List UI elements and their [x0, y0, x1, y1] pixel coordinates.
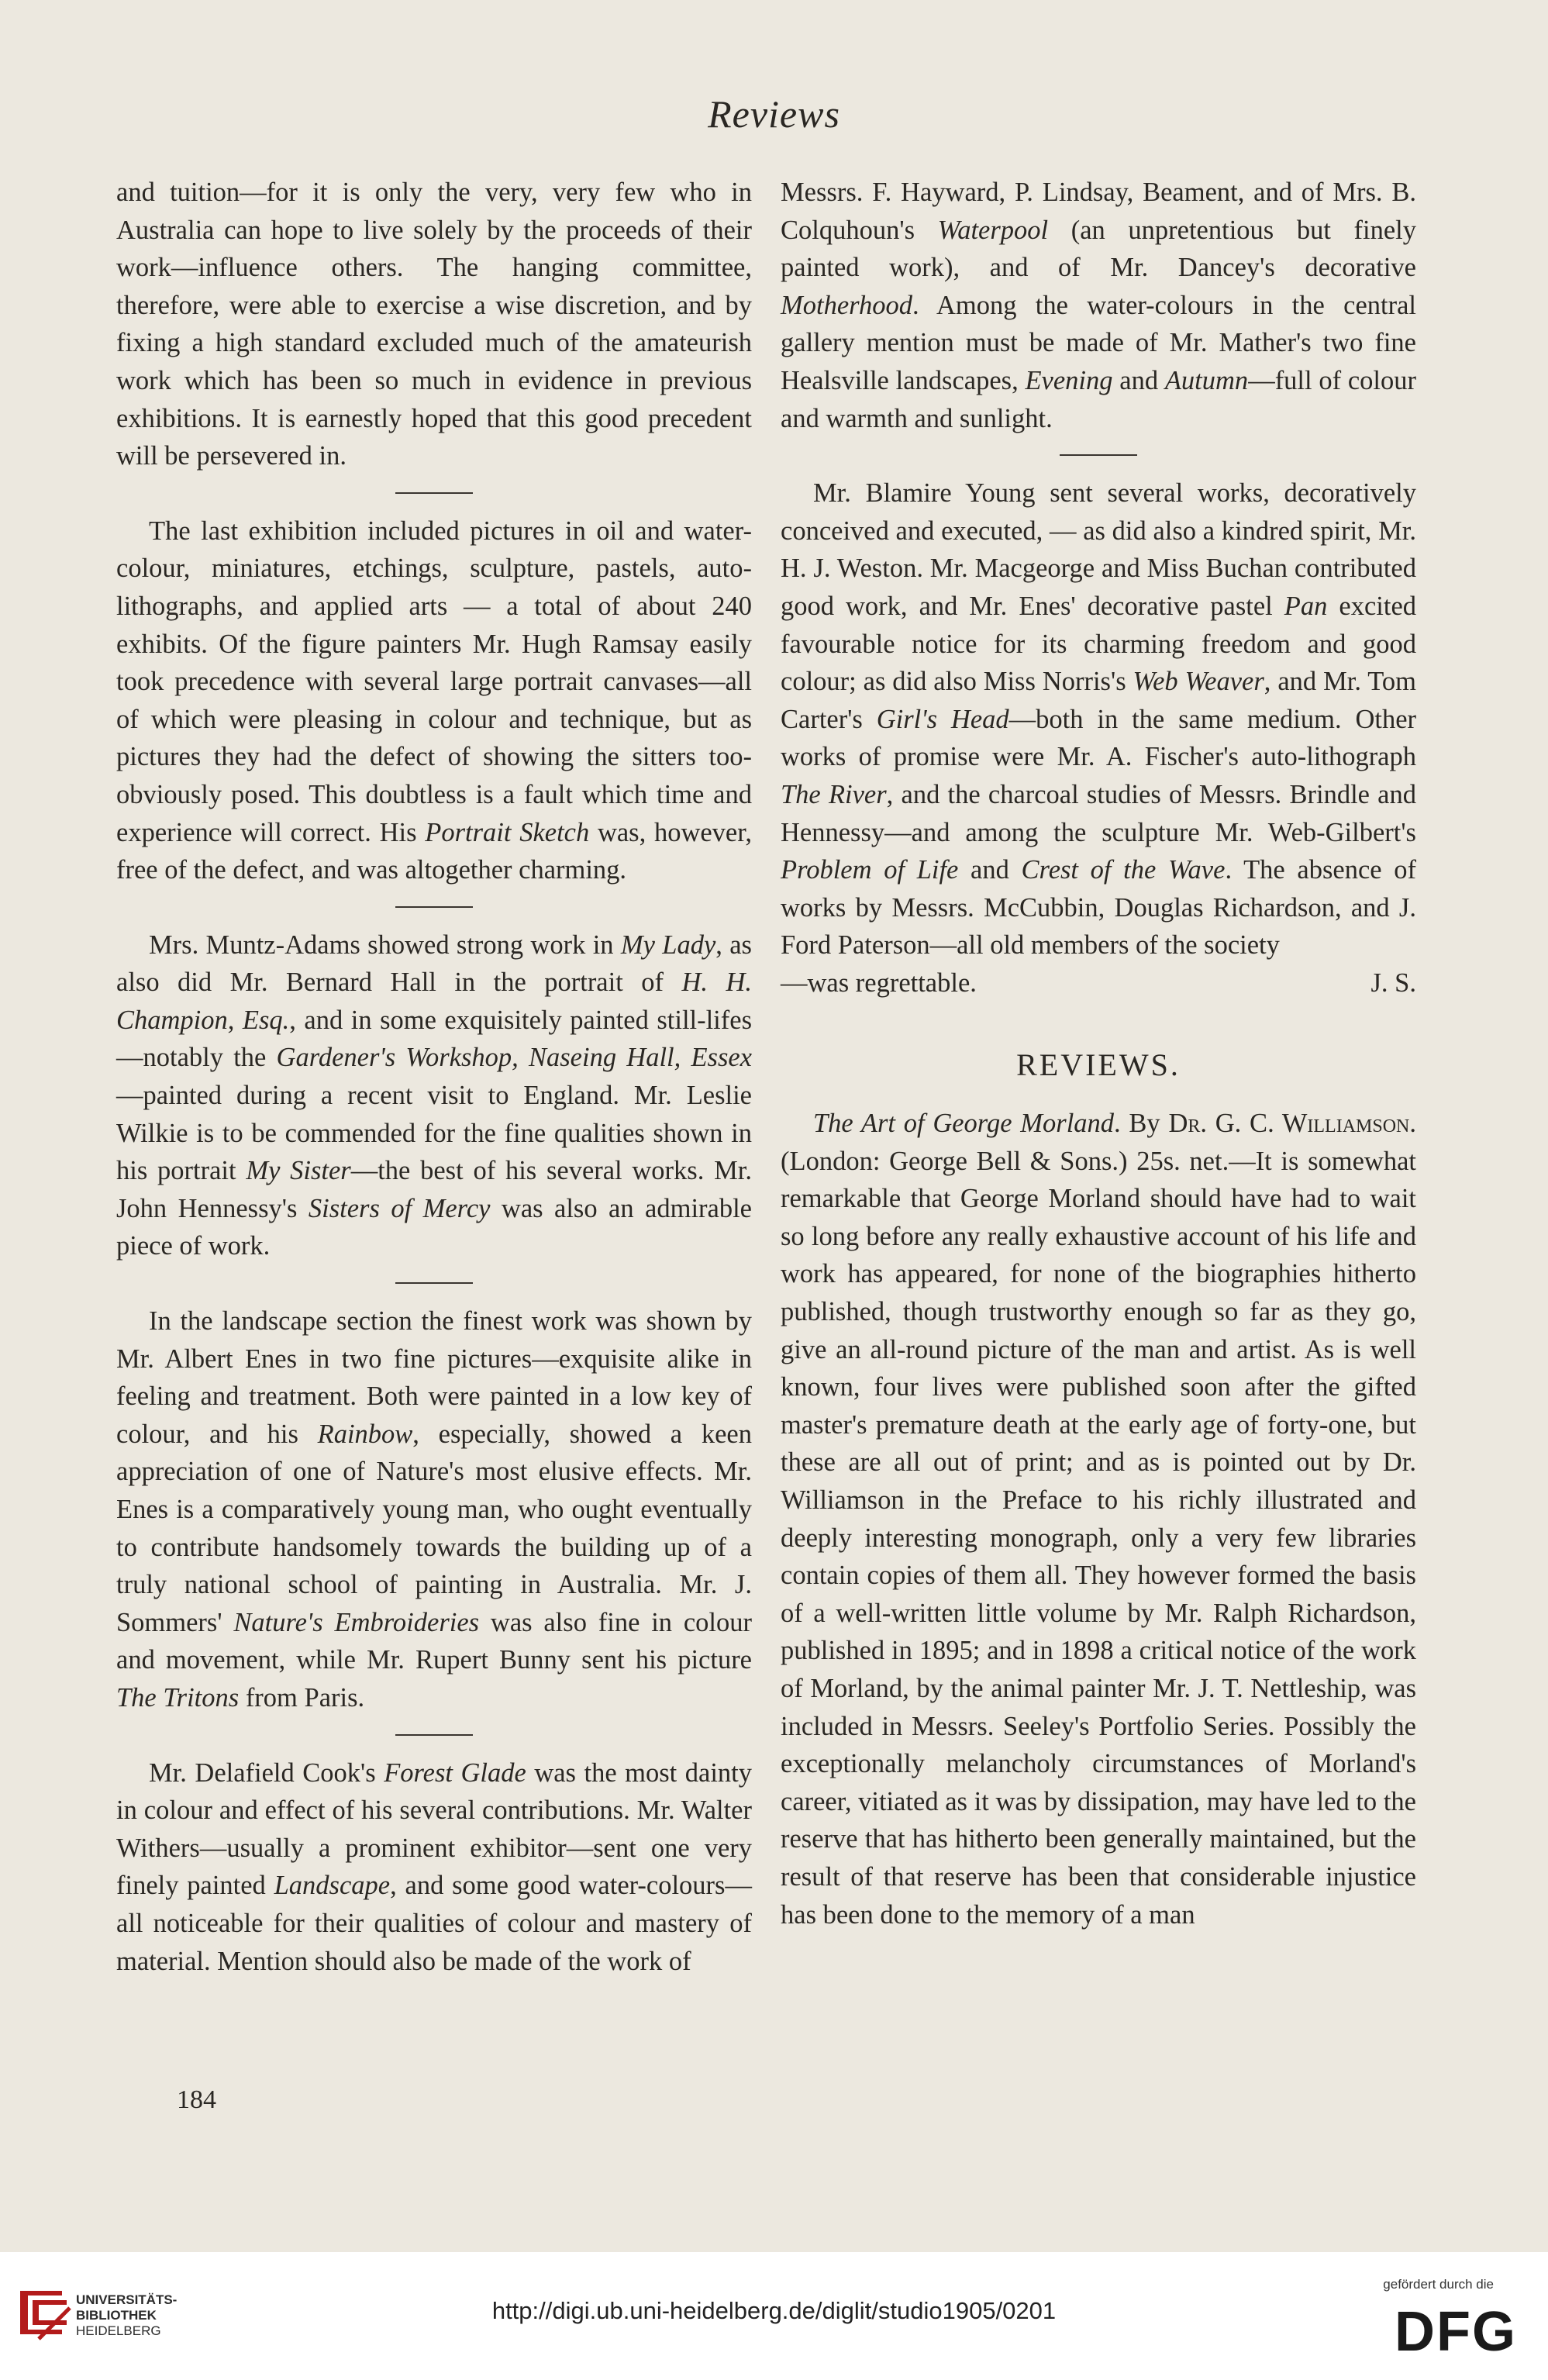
section-divider — [395, 1734, 473, 1736]
paragraph: The last exhibition included pictures in oil and water-colour, miniatures, etchings, sculpture, pastels, auto-lithographs, and applied arts — a total of about 240 exhibits. Of the figure painters Mr. Hugh Ramsay easily took precedence with several large portrait canvases—all of which were pleasing in colour and technique, but as pictures they had the defect of showing the sitters too-obviously posed. This doubtless is a fault which time and experience will correct. His Portrait Sketch was, however, free of the defect, and was altogether charming. — [116, 516, 752, 885]
paragraph: In the landscape section the finest work was shown by Mr. Albert Enes in two fine pictures—exquisite alike in feeling and treatment. Both were painted in a low key of colour, and his Rainbow, especially, showed a keen appreciation of one of Nature's most elusive effects. Mr. Enes is a comparatively young man, who ought eventually to contribute handsomely towards the building up of a truly national school of painting in Australia. Mr. J. Sommers' Nature's Embroideries was also fine in colour and movement, while Mr. Rupert Bunny sent his picture The Tritons from Paris. — [116, 1306, 752, 1713]
dfg-logo: DFG — [1395, 2301, 1517, 2363]
section-divider — [395, 492, 473, 494]
section-divider — [395, 1282, 473, 1284]
closing-text: —was regrettable. — [781, 968, 977, 998]
paragraph: Mrs. Muntz-Adams showed strong work in My Lady, as also did Mr. Bernard Hall in the portrait of H. H. Champion, Esq., and in some exquisitely painted still-lifes—notably the Gardener's Workshop, Naseing Hall, Essex —painted during a recent visit to England. Mr. Leslie Wilkie is to be commended for the fine qualities shown in his portrait My Sister—the best of his several works. Mr. John Hennessy's Sisters of Mercy was also an admirable piece of work. — [116, 930, 752, 1261]
paragraph: Messrs. F. Hayward, P. Lindsay, Beament, and of Mrs. B. Colquhoun's Waterpool (an unpretentious but finely painted work), and of Mr. Dancey's decorative Motherhood. Among the water-colours in the central gallery mention must be made of Mr. Mather's two fine Healsville landscapes, Evening and Autumn—full of colour and warmth and sunlight. — [781, 178, 1417, 433]
section-heading: REVIEWS. — [1016, 1047, 1181, 1083]
paragraph: Mr. Blamire Young sent several works, decoratively conceived and executed, — as did also a kindred spirit, Mr. H. J. Weston. Mr. Macgeorge and Miss Buchan contributed good work, and Mr. Enes' decorative pastel Pan excited favourable notice for its charming freedom and good colour; as did also Miss Norris's Web Weaver, and Mr. Tom Carter's Girl's Head—both in the same medium. Other works of promise were Mr. A. Fischer's auto-lithograph The River, and the charcoal studies of Messrs. Brindle and Hennessy—and among the sculpture Mr. Web-Gilbert's Problem of Life and Crest of the Wave. The absence of works by Messrs. McCubbin, Douglas Richardson, and J. Ford Paterson—all old members of the society — [781, 478, 1417, 961]
paragraph: Mr. Delafield Cook's Forest Glade was the most dainty in colour and effect of his several contributions. Mr. Walter Withers—usually a prominent exhibitor—sent one very finely painted Landscape, and some good water-colours—all noticeable for their qualities of colour and mastery of material. Mention should also be made of the work of — [116, 1757, 752, 1976]
section-divider — [395, 906, 473, 908]
left-column — [116, 174, 752, 1980]
page-number: 184 — [177, 2085, 216, 2114]
paragraph: and tuition—for it is only the very, very few who in Australia can hope to live solely by the proceeds of their work—influence others. The hanging committee, therefore, were able to exercise a wise discretion, and by fixing a high standard excluded much of the amateurish work which has been so much in evidence in previous exhibitions. It is earnestly hoped that this good precedent will be persevered in. — [116, 178, 752, 471]
running-title: Reviews — [708, 92, 840, 136]
right-column — [781, 174, 1416, 1933]
signature-line — [781, 964, 1416, 1002]
section-divider — [1060, 454, 1137, 456]
review-paragraph: The Art of George Morland. By Dr. G. C. Williamson. (London: George Bell & Sons.) 25s. net.—It is somewhat remarkable that George Morland should have had to wait so long before any really exhaustive account of his life and work has appeared, for none of the biographies hitherto published, though trustworthy enough so far as they go, give an all-round picture of the man and artist. As is well known, four lives were published soon after the gifted master's premature death at the early age of forty-one, but these are all out of print; and as is pointed out by Dr. Williamson in the Preface to his richly illustrated and deeply interesting monograph, only a very few libraries contain copies of them all. They however formed the basis of a well-written little volume by Mr. Ralph Richardson, published in 1895; and in 1898 a critical notice of the work of Morland, by the animal painter Mr. J. T. Nettleship, was included in Messrs. Seeley's Portfolio Series. Possibly the exceptionally melancholy circumstances of Morland's career, vitiated as it was by dissipation, may have led to the reserve that has hitherto been generally maintained, but the result of that reserve has been that considerable injustice has been done to the memory of a man — [781, 1109, 1417, 1930]
digitization-footer — [0, 2252, 1548, 2380]
library-name: UNIVERSITÄTS- BIBLIOTHEK HEIDELBERG — [76, 2292, 178, 2338]
author-signature: J. S. — [1370, 968, 1416, 998]
funding-label: gefördert durch die — [1383, 2277, 1494, 2292]
source-url[interactable]: http://digi.ub.uni-heidelberg.de/diglit/studio1905/0201 — [491, 2297, 1057, 2324]
